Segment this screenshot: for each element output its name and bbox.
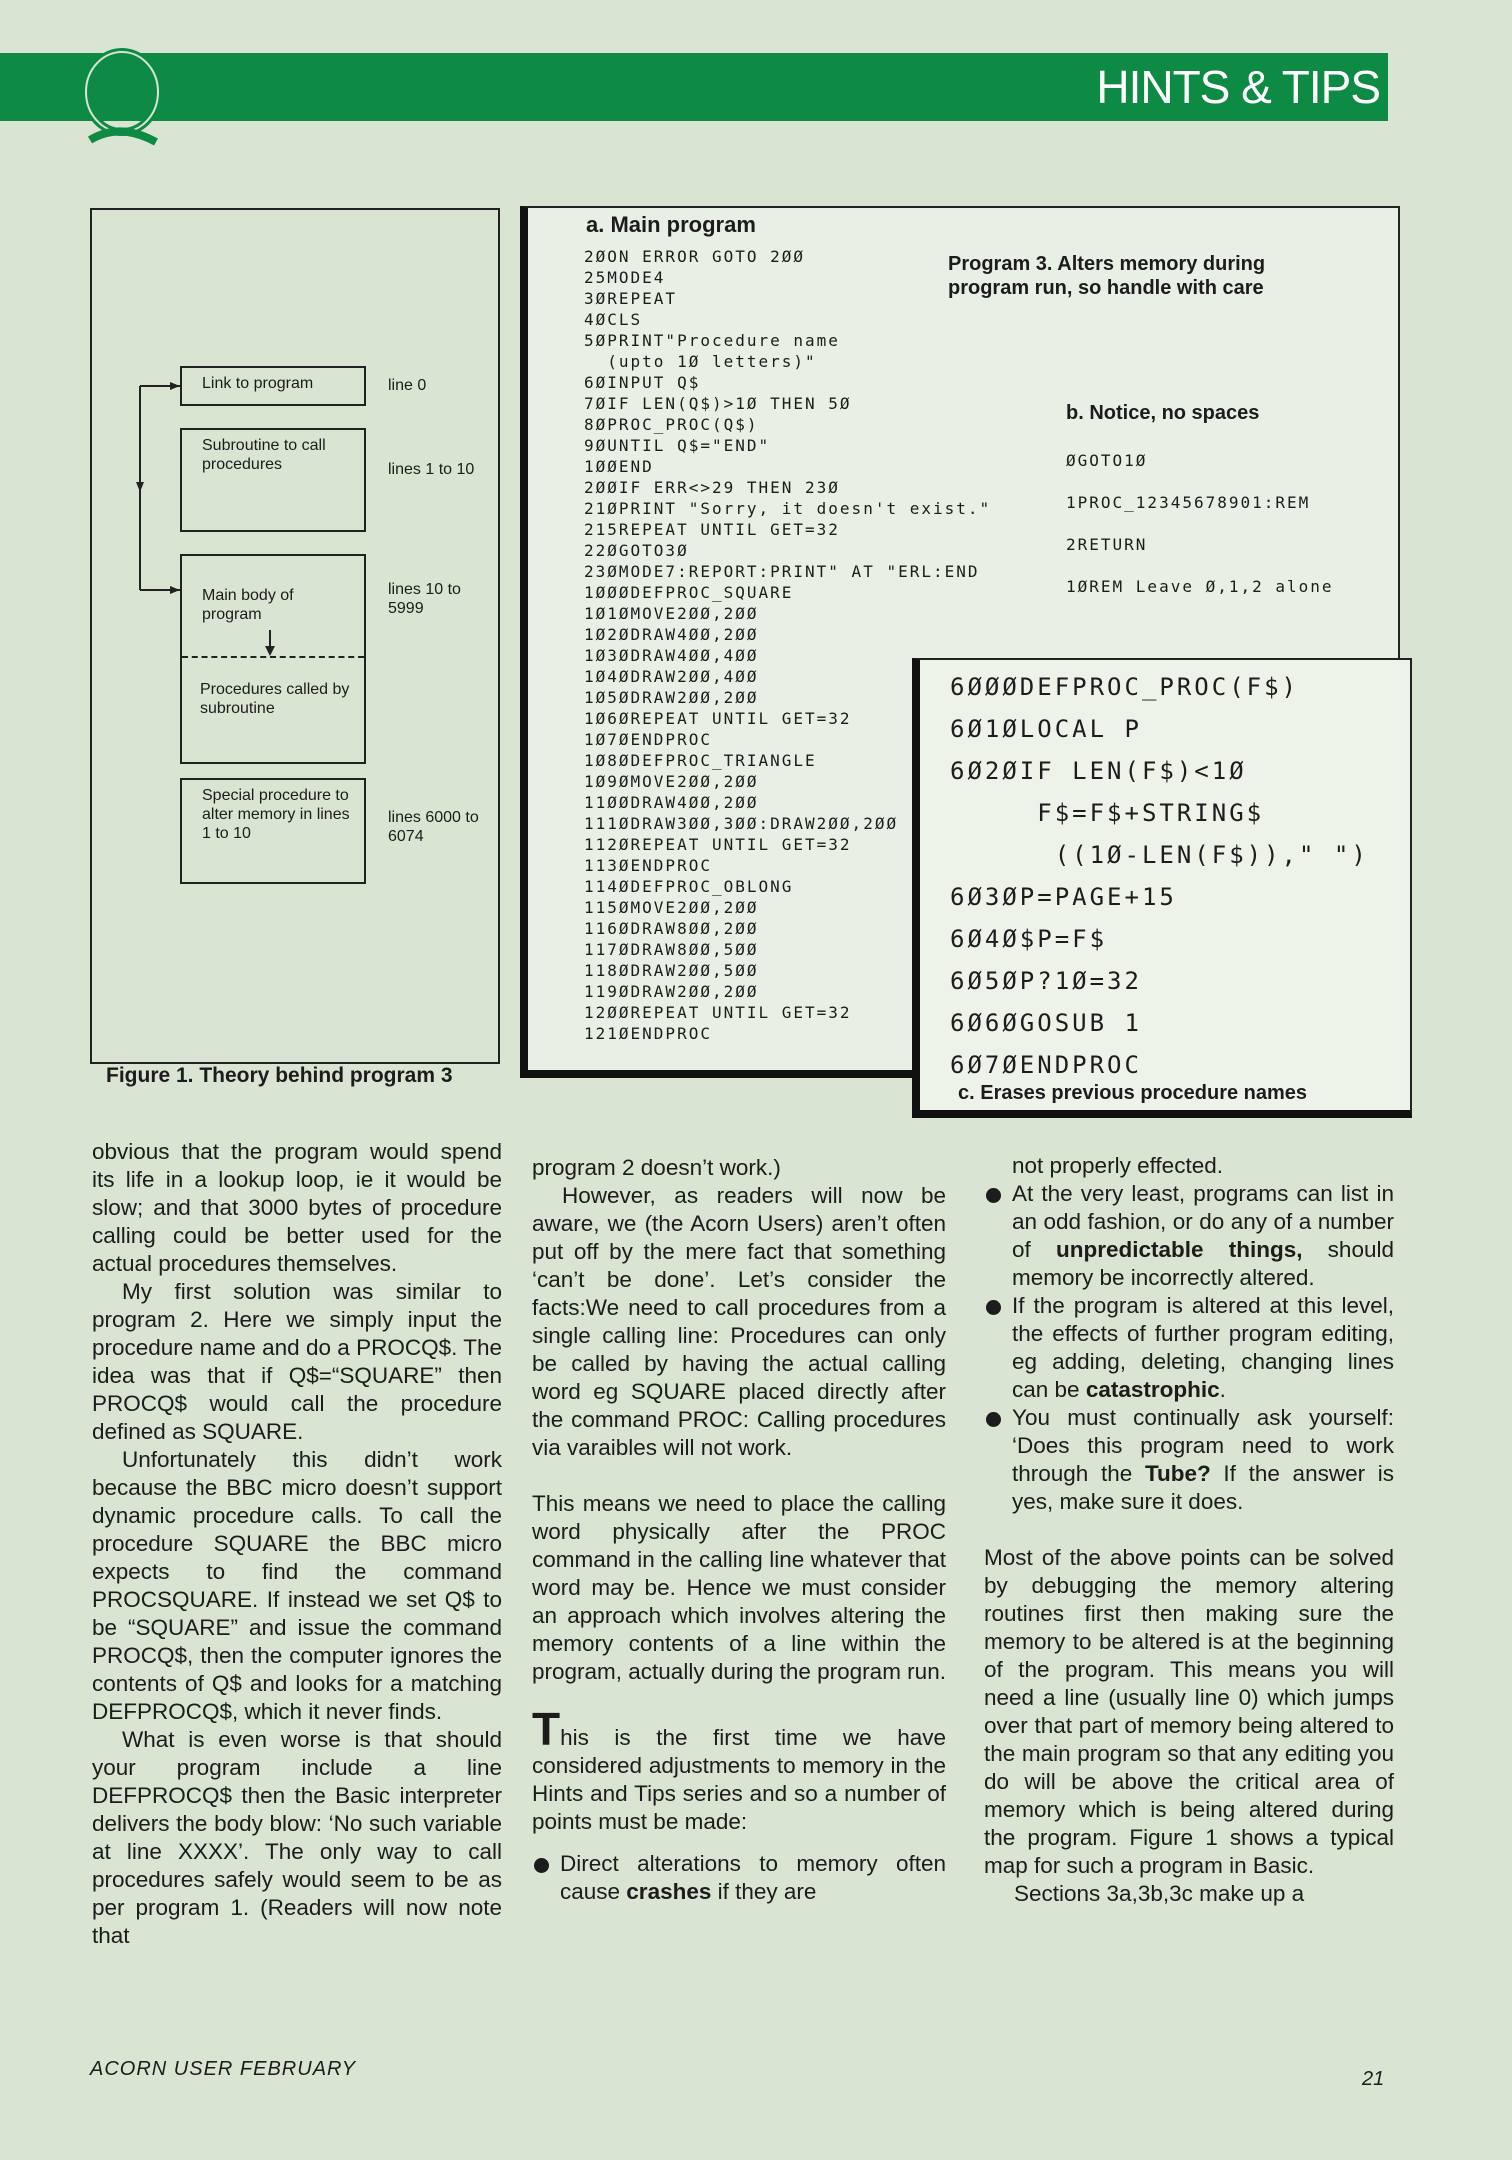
paragraph: This means we need to place the calling word physically after the PROC command in the calling line whatever that word may be. Hence we must consider an approach which involves altering the memory contents of a line within the program, actually during the program run. <box>532 1491 946 1684</box>
erase-code: 6ØØØDEFPROC_PROC(F$) 6Ø1ØLOCAL P 6Ø2ØIF LEN(F$)<1Ø F$=F$+STRING$ ((1Ø-LEN(F$))," ") 6Ø3ØP=PAGE+15 6Ø4Ø$P=F$ 6Ø5ØP?1Ø=32 6Ø6ØGOSUB 1 6Ø7ØENDPROC <box>950 673 1369 1079</box>
bullet-item: If the program is altered at this level, the effects of further program editing, eg adding, deleting, changing lines can be catastrophic. <box>984 1292 1394 1404</box>
paragraph: However, as readers will now be aware, we (the Acorn Users) aren’t often put off by the mere fact that something ‘can’t be done’. Let’s consider the facts:We need to call procedures from a single calling line: Procedures can only be called by having the actual calling word eg SQUARE placed directly after the command PROC: Calling procedures via varaibles will not work. <box>532 1183 946 1460</box>
bullet-item: You must continually ask yourself: ‘Does this program need to work through the Tube? If the answer is yes, make sure it does. <box>984 1404 1394 1516</box>
column-2 <box>532 1154 946 1906</box>
listing-title: a. Main program <box>586 212 756 237</box>
column-3 <box>984 1152 1394 1908</box>
column-1 <box>92 1138 502 1950</box>
paragraph: My first solution was similar to program 2. Here we simply input the procedure name and do a PROCQ$. The idea was that if Q$=“SQUARE” then PROCQ$ would call the procedure defined as SQUARE. <box>92 1279 502 1444</box>
dashed-divider <box>182 656 364 658</box>
figure1-caption: Figure 1. Theory behind program 3 <box>106 1064 453 1087</box>
paragraph: obvious that the program would spend its life in a lookup loop, ie it would be slow; and that 3000 bytes of procedure calling could be better used for the actual procedures themselves. <box>92 1139 502 1276</box>
fig-box-subroutine: Subroutine to call procedures <box>180 428 366 532</box>
paragraph: Unfortunately this didn’t work because the BBC micro doesn’t support dynamic procedure calls. To call the procedure SQUARE the BBC micro expects to find the command PROCSQUARE. If instead we set Q$ to be “SQUARE” and issue the command PROCQ$, then the computer ignores the contents of Q$ and looks for a matching DEFPROCQ$, which it never finds. <box>92 1447 502 1724</box>
bullet-item: Direct alterations to memory often cause crashes if they are <box>532 1850 946 1906</box>
section-title: HINTS & TIPS <box>1096 61 1380 113</box>
drop-cap: T <box>532 1703 561 1755</box>
program3-caption: Program 3. Alters memory during program run, so handle with care <box>948 253 1266 299</box>
fig-box-main: Main body of program <box>180 554 366 764</box>
figure1-frame <box>90 208 500 1064</box>
footer-publication: ACORN USER FEBRUARY <box>90 2058 357 2080</box>
fig-range-main: lines 10 to 5999 <box>388 581 461 617</box>
bullet-continuation: not properly effected. <box>1012 1153 1223 1178</box>
notice-title: b. Notice, no spaces <box>1066 402 1260 424</box>
fig-range-special: lines 6000 to 6074 <box>388 809 479 845</box>
erase-caption: c. Erases previous procedure names <box>958 1082 1308 1104</box>
page-number: 21 <box>1362 2068 1385 2090</box>
fig-box-procedures: Procedures called by subroutine <box>200 681 350 717</box>
main-program-code: 2ØON ERROR GOTO 2ØØ 25MODE4 3ØREPEAT 4ØCLS 5ØPRINT"Procedure name (upto 1Ø letters)" 6ØINPUT Q$ 7ØIF LEN(Q$)>1Ø THEN 5Ø 8ØPROC_PROC(Q$) 9ØUNTIL Q$="END" 1ØØEND 2ØØIF ERR<>29 THEN 23Ø 21ØPRINT "Sorry, it doesn't exist." 215REPEAT UNTIL GET=32 22ØGOTO3Ø 23ØMODE7:REPORT:PRINT" AT "ERL:END 1ØØØDEFPROC_SQUARE 1Ø1ØMOVE2ØØ,2ØØ 1Ø2ØDRAW4ØØ,2ØØ 1Ø3ØDRAW4ØØ,4ØØ 1Ø4ØDRAW2ØØ,4ØØ 1Ø5ØDRAW2ØØ,2ØØ 1Ø6ØREPEAT UNTIL GET=32 1Ø7ØENDPROC 1Ø8ØDEFPROC_TRIANGLE 1Ø9ØMOVE2ØØ,2ØØ 11ØØDRAW4ØØ,2ØØ 111ØDRAW3ØØ,3ØØ:DRAW2ØØ,2ØØ 112ØREPEAT UNTIL GET=32 113ØENDPROC 114ØDEFPROC_OBLONG 115ØMOVE2ØØ,2ØØ 116ØDRAW8ØØ,2ØØ 117ØDRAW8ØØ,5ØØ 118ØDRAW2ØØ,5ØØ 119ØDRAW2ØØ,2ØØ 12ØØREPEAT UNTIL GET=32 121ØENDPROC <box>584 247 992 1043</box>
paragraph: program 2 doesn’t work.) <box>532 1155 781 1180</box>
paragraph: Sections 3a,3b,3c make up a <box>1014 1881 1305 1906</box>
fig-range-subroutine: lines 1 to 10 <box>388 461 475 478</box>
notice-code: ØGOTO1Ø 1PROC_12345678901:REM 2RETURN 1ØREM Leave Ø,1,2 alone <box>1066 451 1334 596</box>
fig-box-special: Special procedure to alter memory in lines 1 to 10 <box>180 778 366 884</box>
bullet-item: At the very least, programs can list in an odd fashion, or do any of a number of unpredictable things, should memory be incorrectly altered. <box>984 1180 1394 1292</box>
fig-range-link: line 0 <box>388 377 427 394</box>
fig-box-link: Link to program <box>180 366 366 406</box>
q-logo-icon <box>80 42 164 159</box>
paragraph: This is the first time we have considered adjustments to memory in the Hints and Tips series and so a number of points must be made: <box>532 1703 946 1834</box>
paragraph: Most of the above points can be solved by debugging the memory altering routines first then making sure the memory to be altered is at the beginning of the program. This means you will need a line (usually line 0) which jumps over that part of memory being altered to the main program so that any editing you do will be above the critical area of memory which is being altered during the program. Figure 1 shows a typical map for such a program in Basic. <box>984 1545 1394 1878</box>
paragraph: What is even worse is that should your program include a line DEFPROCQ$ then the Basic interpreter delivers the body blow: ‘No such variable at line XXXX’. The only way to call procedures safely would seem to be as per program 1. (Readers will now note that <box>92 1727 502 1948</box>
